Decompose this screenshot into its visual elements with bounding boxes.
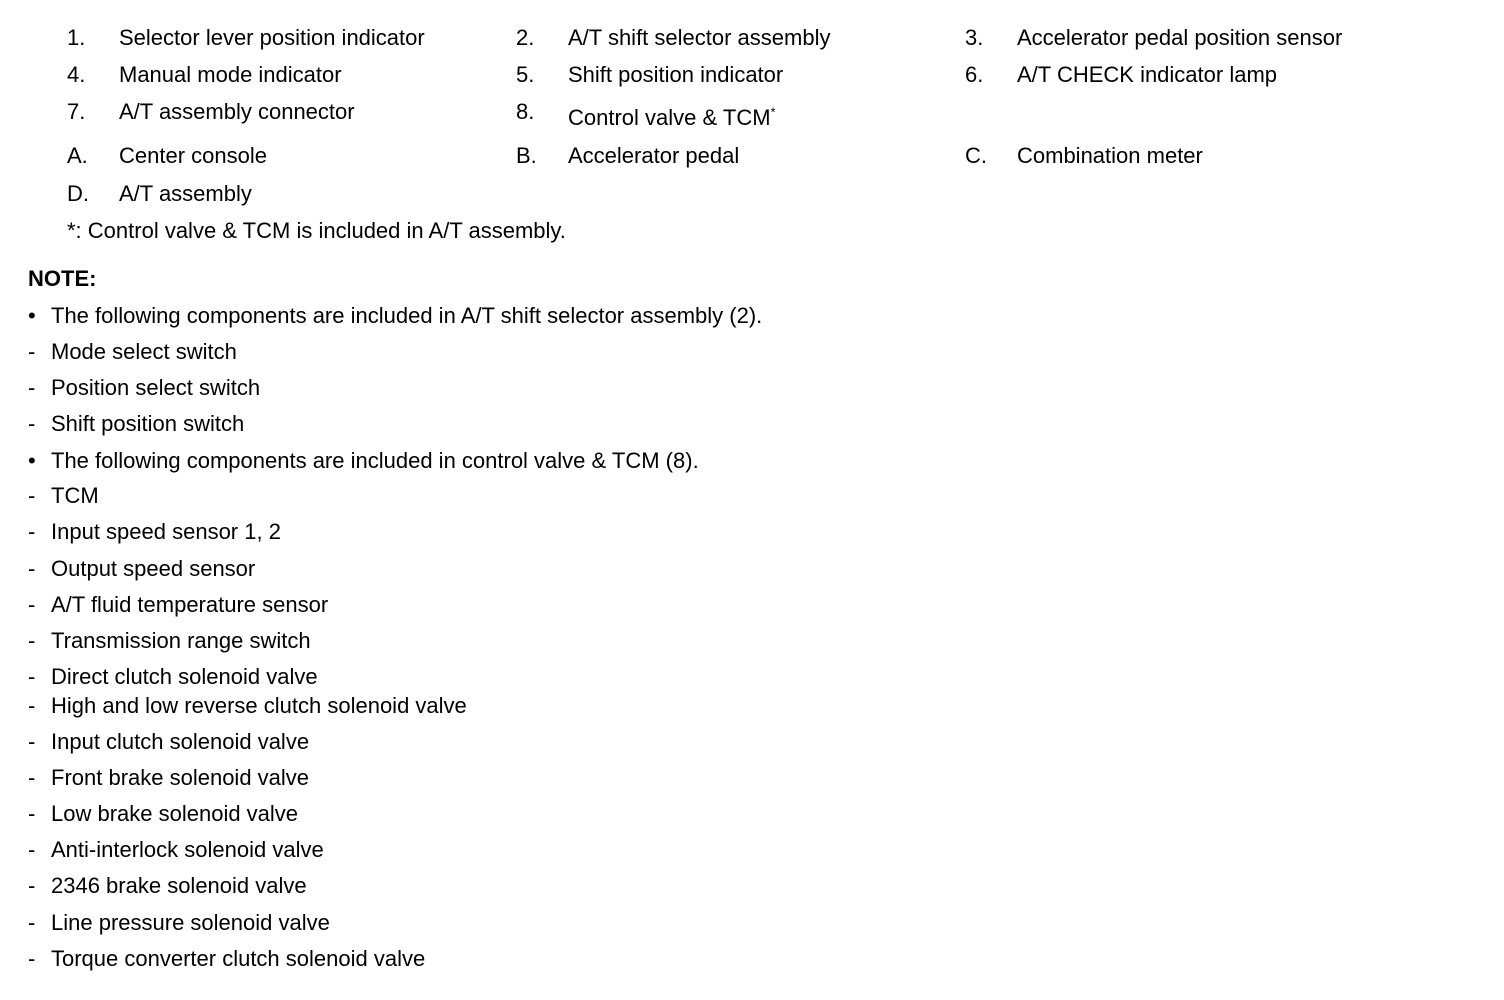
legend-label: A/T assembly: [119, 181, 252, 206]
legend-number: 4.: [67, 62, 86, 87]
bullet-marker: •: [28, 303, 36, 328]
note-text: Input speed sensor 1, 2: [51, 519, 281, 544]
note-sub-item: [28, 837, 324, 863]
footnote-marker: *: [770, 104, 776, 120]
legend-letter: B.: [516, 143, 537, 168]
note-text: Line pressure solenoid valve: [51, 910, 330, 935]
legend-number: 7.: [67, 99, 86, 124]
legend-footnote: *: Control valve & TCM is included in A/T assembly.: [67, 218, 566, 243]
note-sub-item: [28, 628, 311, 654]
note-sub-item: [28, 375, 260, 401]
note-text: The following components are included in A/T shift selector assembly (2).: [51, 303, 763, 328]
note-sub-item: [28, 693, 467, 719]
dash-marker: -: [28, 837, 36, 862]
dash-marker: -: [28, 519, 36, 544]
dash-marker: -: [28, 628, 36, 653]
legend-label: Center console: [119, 143, 267, 168]
note-sub-item: [28, 556, 255, 582]
dash-marker: -: [28, 411, 36, 436]
legend-number: 8.: [516, 99, 535, 124]
note-text: The following components are included in control valve & TCM (8).: [51, 448, 699, 473]
dash-marker: -: [28, 339, 36, 364]
legend-letter: C.: [965, 143, 987, 168]
note-sub-item: [28, 339, 237, 365]
note-sub-item: [28, 483, 99, 509]
component-legend: [0, 0, 1504, 260]
dash-marker: -: [28, 946, 36, 971]
note-text: Front brake solenoid valve: [51, 765, 310, 790]
dash-marker: -: [28, 801, 36, 826]
note-sub-item: [28, 664, 318, 690]
legend-number: 3.: [965, 25, 984, 50]
note-text: A/T fluid temperature sensor: [51, 592, 329, 617]
note-text: Input clutch solenoid valve: [51, 729, 310, 754]
legend-label: Manual mode indicator: [119, 62, 342, 87]
note-sub-item: [28, 592, 328, 618]
note-sub-item: [28, 946, 425, 972]
note-bullet-item: [28, 448, 699, 474]
note-text: Low brake solenoid valve: [51, 801, 299, 826]
note-heading: NOTE:: [28, 266, 97, 291]
dash-marker: -: [28, 592, 36, 617]
dash-marker: -: [28, 375, 36, 400]
legend-label: Selector lever position indicator: [119, 25, 425, 50]
legend-number: 6.: [965, 62, 984, 87]
note-sub-item: [28, 765, 309, 791]
legend-label: A/T CHECK indicator lamp: [1017, 62, 1278, 87]
note-sub-item: [28, 411, 244, 437]
note-text: TCM: [51, 483, 99, 508]
legend-letter: D.: [67, 181, 89, 206]
legend-label-with-footnote: [568, 105, 776, 131]
note-sub-item: [28, 873, 307, 899]
note-text: 2346 brake solenoid valve: [51, 873, 307, 898]
dash-marker: -: [28, 765, 36, 790]
legend-label: Shift position indicator: [568, 62, 784, 87]
dash-marker: -: [28, 729, 36, 754]
legend-number: 5.: [516, 62, 535, 87]
note-sub-item: [28, 519, 281, 545]
dash-marker: -: [28, 873, 36, 898]
note-bullet-item: [28, 303, 762, 329]
note-text: High and low reverse clutch solenoid valve: [51, 693, 467, 718]
dash-marker: -: [28, 693, 36, 718]
legend-label: A/T shift selector assembly: [568, 25, 831, 50]
legend-label: Combination meter: [1017, 143, 1203, 168]
note-text: Torque converter clutch solenoid valve: [51, 946, 426, 971]
legend-label: Control valve & TCM: [568, 105, 771, 130]
note-sub-item: [28, 729, 309, 755]
note-text: Anti-interlock solenoid valve: [51, 837, 324, 862]
legend-letter: A.: [67, 143, 88, 168]
note-text: Transmission range switch: [51, 628, 311, 653]
legend-label: Accelerator pedal: [568, 143, 740, 168]
note-text: Shift position switch: [51, 411, 245, 436]
bullet-marker: •: [28, 448, 36, 473]
dash-marker: -: [28, 483, 36, 508]
dash-marker: -: [28, 556, 36, 581]
note-sub-item: [28, 910, 330, 936]
note-text: Mode select switch: [51, 339, 237, 364]
legend-label: A/T assembly connector: [119, 99, 355, 124]
note-text: Position select switch: [51, 375, 261, 400]
note-text: Direct clutch solenoid valve: [51, 664, 318, 689]
legend-number: 2.: [516, 25, 535, 50]
legend-number: 1.: [67, 25, 86, 50]
dash-marker: -: [28, 664, 36, 689]
note-text: Output speed sensor: [51, 556, 256, 581]
legend-label: Accelerator pedal position sensor: [1017, 25, 1343, 50]
note-sub-item: [28, 801, 298, 827]
dash-marker: -: [28, 910, 36, 935]
